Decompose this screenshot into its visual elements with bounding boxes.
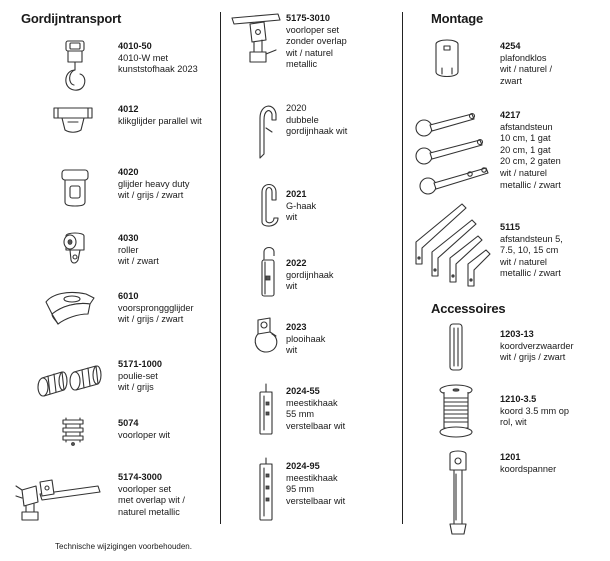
product-6010: 6010 voorspronggglijder wit / grijs / zwart	[118, 291, 194, 325]
section-heading-transport: Gordijntransport	[21, 11, 122, 26]
leader-overlap-icon	[14, 472, 104, 524]
double-hook-icon	[252, 98, 282, 160]
g-hook-icon	[256, 180, 280, 226]
product-5115: 5115 afstandsteun 5, 7.5, 10, 15 cm wit / naturel metallic / zwart	[500, 222, 563, 279]
product-5074: 5074 voorloper wit	[118, 418, 171, 440]
roller-icon	[58, 230, 92, 270]
glider-hook-icon	[58, 40, 92, 98]
ceiling-block-icon	[432, 38, 462, 82]
adjustable-hook-55-icon	[254, 382, 278, 438]
section-heading-accessoires: Accessoires	[431, 301, 506, 316]
product-5175-3010: 5175-3010 voorloper set zonder overlap wit / naturel metallic	[286, 13, 347, 70]
product-4012: 4012 klikglijder parallel wit	[118, 104, 202, 126]
product-2022: 2022 gordijnhaak wit	[286, 258, 334, 292]
product-4217: 4217 afstandsteun 10 cm, 1 gat 20 cm, 1 gat 20 cm, 2 gaten wit / naturel metallic / zwart	[500, 110, 561, 190]
overlap-glider-icon	[42, 288, 98, 328]
cord-reel-icon	[436, 384, 476, 440]
column-divider-right	[402, 12, 403, 524]
product-2020: 2020 dubbele gordijnhaak wit	[286, 103, 348, 137]
product-2024-95: 2024-95 meestikhaak 95 mm verstelbaar wit	[286, 461, 346, 506]
product-2024-55: 2024-55 meestikhaak 55 mm verstelbaar wit	[286, 386, 346, 431]
product-4020: 4020 glijder heavy duty wit / grijs / zwart	[118, 167, 190, 201]
product-5174-3000: 5174-3000 voorloper set met overlap wit / naturel metallic	[118, 472, 185, 517]
product-2023: 2023 plooihaak wit	[286, 322, 326, 356]
product-5171-1000: 5171-1000 poulie-set wit / grijs	[118, 359, 162, 393]
product-1210-3-5: 1210-3.5 koord 3.5 mm op rol, wit	[500, 394, 569, 428]
leader-icon	[60, 414, 86, 448]
click-glider-icon	[48, 104, 98, 134]
section-heading-montage: Montage	[431, 11, 484, 26]
pulley-set-icon	[34, 362, 104, 402]
product-4030: 4030 roller wit / zwart	[118, 233, 159, 267]
footnote: Technische wijzigingen voorbehouden.	[55, 542, 192, 551]
product-1201: 1201 koordspanner	[500, 452, 557, 474]
leader-no-overlap-icon	[230, 10, 284, 70]
product-2021: 2021 G-haak wit	[286, 189, 317, 223]
product-1203-13: 1203-13 koordverzwaarder wit / grijs / zwart	[500, 329, 574, 363]
distance-support-icon	[410, 100, 494, 200]
cord-weight-icon	[444, 322, 468, 374]
heavy-glider-icon	[58, 168, 92, 208]
curtain-hook-icon	[256, 246, 280, 300]
adjustable-hook-95-icon	[254, 456, 278, 522]
product-4010-50: 4010-50 4010-W met kunststofhaak 2023	[118, 41, 198, 75]
wall-bracket-icon	[410, 202, 494, 288]
pleat-hook-icon	[250, 316, 284, 358]
cord-tensioner-icon	[444, 450, 472, 536]
column-divider-left	[220, 12, 221, 524]
product-4254: 4254 plafondklos wit / naturel / zwart	[500, 41, 553, 86]
